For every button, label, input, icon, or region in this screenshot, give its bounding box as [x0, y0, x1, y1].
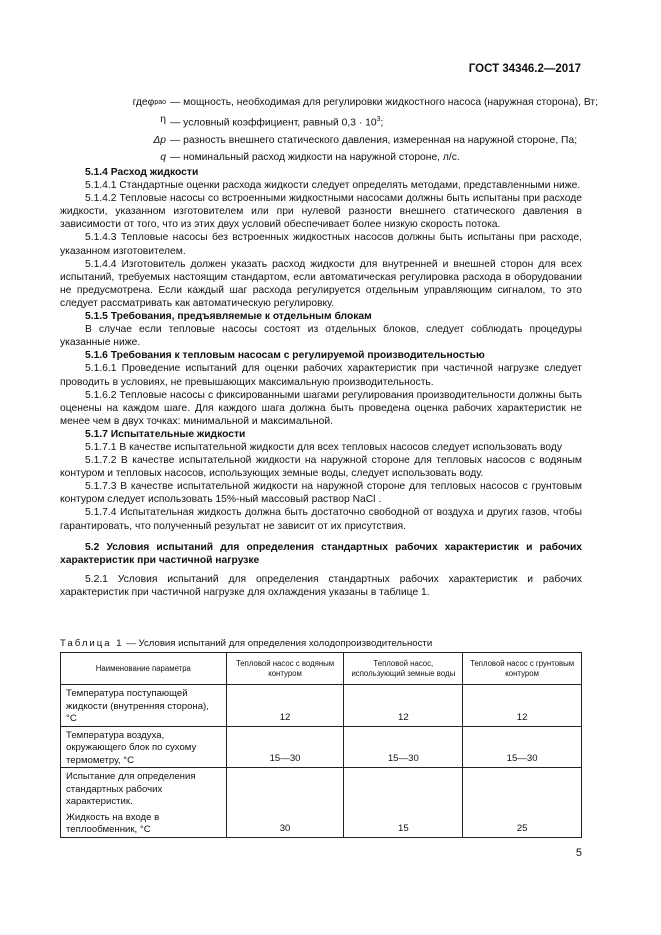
- definition-text: — разность внешнего статического давления, измеренная на наружной стороне, Па;: [170, 135, 578, 147]
- table-cell: 12: [344, 685, 463, 727]
- table-header-cell: Тепловой насос, использующий земные воды: [344, 653, 463, 685]
- table-header-cell: Тепловой насос с грунтовым контуром: [463, 653, 582, 685]
- definition-symbol: φ: [147, 97, 155, 108]
- table-row: [61, 726, 582, 768]
- paragraph: 5.1.6.2 Тепловые насосы с фиксированными шагами регулирования производительности должны быть оценены на каждом шаге. Для каждого шага должна быть проведена оценка рабочих характеристик не менее чем в двух точках: минимальной и максимальной.: [60, 389, 582, 427]
- section-heading: 5.1.6 Требования к тепловым насосам с регулируемой производительностью: [85, 350, 485, 362]
- paragraph: 5.1.4.4 Изготовитель должен указать расход жидкости для внутренней и внешней сторон для всех испытаний, требуемых настоящим стандартом, если автоматическая регулировка расхода в оборудовании не предусмотрена. Если каждый шаг расхода регулируется отдельным управляющим сигналом, то это следует рассматривать как автоматическую регулировку.: [60, 258, 582, 309]
- definition-row: где φ рао — мощность, необходимая для регулировки жидкостного насоса (наружная сторона), Вт;: [60, 94, 600, 111]
- definition-symbol: q: [160, 152, 166, 164]
- table-header-cell: Наименование параметра: [61, 653, 227, 685]
- paragraph: 5.1.4.3 Тепловые насосы без встроенных жидкостных насосов должны быть испытаны при расходе, указанном изготовителем.: [60, 232, 582, 257]
- table-cell: 15—30: [463, 726, 582, 768]
- table-header-cell: Тепловой насос с водяным контуром: [226, 653, 344, 685]
- section-heading: 5.2 Условия испытаний для определения стандартных рабочих характеристик и рабочих характеристик при частичной нагрузке: [60, 541, 582, 566]
- definition-symbol: Δp: [153, 135, 166, 147]
- definition-row: [60, 149, 600, 166]
- page-number: 5: [575, 847, 582, 859]
- definition-row: [60, 132, 600, 149]
- definition-text: — условный коэффициент, равный 0,3 · 10: [170, 117, 377, 129]
- paragraph: 5.1.7.2 В качестве испытательной жидкости на наружной стороне для тепловых насосов с водяным контуром и тепловых насосов, использующих земные воды, следует использовать воду.: [60, 455, 582, 480]
- parameter-name: Температура воздуха, окружающего блок по сухому термометру, °С: [61, 726, 227, 768]
- definitions-list: [60, 94, 600, 167]
- table-cell: 25: [463, 768, 582, 838]
- document-code: ГОСТ 34346.2—2017: [468, 63, 581, 75]
- parameter-name: Испытание для определения стандартных рабочих характеристик. Жидкость на входе в теплообменник, °С: [61, 768, 227, 838]
- table-cell: 15—30: [344, 726, 463, 768]
- paragraph: 5.1.4.1 Стандартные оценки расхода жидкости следует определять методами, представленными ниже.: [85, 180, 581, 192]
- paragraph: 5.1.7.3 В качестве испытательной жидкости на наружной стороне для тепловых насосов с грунтовым контуром следует использовать 15%-ный массовый раствор NaCl .: [60, 481, 582, 506]
- paragraph: 5.2.1 Условия испытаний для определения стандартных рабочих характеристик и рабочих характеристик при частичной нагрузке для охлаждения указаны в таблице 1.: [60, 573, 582, 598]
- section-heading: 5.1.7 Испытательные жидкости: [85, 428, 246, 440]
- section-heading: 5.1.4 Расход жидкости: [85, 167, 199, 178]
- definition-row: η — условный коэффициент, равный $0,3 \cdot 10^3$;: [60, 111, 600, 132]
- table-row: [61, 685, 582, 727]
- table-row: [61, 768, 582, 838]
- paragraph: В случае если тепловые насосы состоят из отдельных блоков, следует соблюдать процедуры указанные ниже.: [60, 324, 582, 349]
- test-conditions-table: [60, 652, 582, 838]
- table-cell: 30: [226, 768, 344, 838]
- table-cell: 12: [226, 685, 344, 727]
- definition-text: — мощность, необходимая для регулировки жидкостного насоса (наружная сторона), Вт;: [170, 97, 598, 108]
- table-cell: 15—30: [226, 726, 344, 768]
- parameter-name: Температура поступающей жидкости (внутренняя сторона), °С: [61, 685, 227, 727]
- paragraph: 5.1.7.4 Испытательная жидкость должна быть достаточно свободной от воздуха и других газов, чтобы гарантировать, что полученный результат не зависит от их присутствия.: [60, 507, 582, 532]
- table-header-row: [61, 653, 582, 685]
- paragraph: 5.1.6.1 Проведение испытаний для оценки рабочих характеристик при частичной нагрузке следует проводить в условиях, не превышающих максимальную производительность.: [60, 363, 582, 388]
- table-cell: 15: [344, 768, 463, 838]
- paragraph: 5.1.4.2 Тепловые насосы со встроенными жидкостными насосами должны быть испытаны при расходе жидкости, указанном изготовителем или при нулевой разности внешнего статического давления в зависимости от того, что из этих двух условий обеспечивает более низкую скорость потока.: [60, 193, 582, 231]
- definition-text: — номинальный расход жидкости на наружной стороне, л/с.: [170, 152, 460, 164]
- table-cell: 12: [463, 685, 582, 727]
- paragraph: 5.1.7.1 В качестве испытательной жидкости для всех тепловых насосов следует использовать воду: [85, 441, 563, 453]
- main-text: [60, 166, 582, 599]
- section-heading: 5.1.5 Требования, предъявляемые к отдельным блокам: [85, 311, 372, 323]
- table-caption: Таблица 1 — Условия испытаний для определения холодопроизводительности: [60, 638, 433, 649]
- definition-symbol: η: [160, 114, 166, 126]
